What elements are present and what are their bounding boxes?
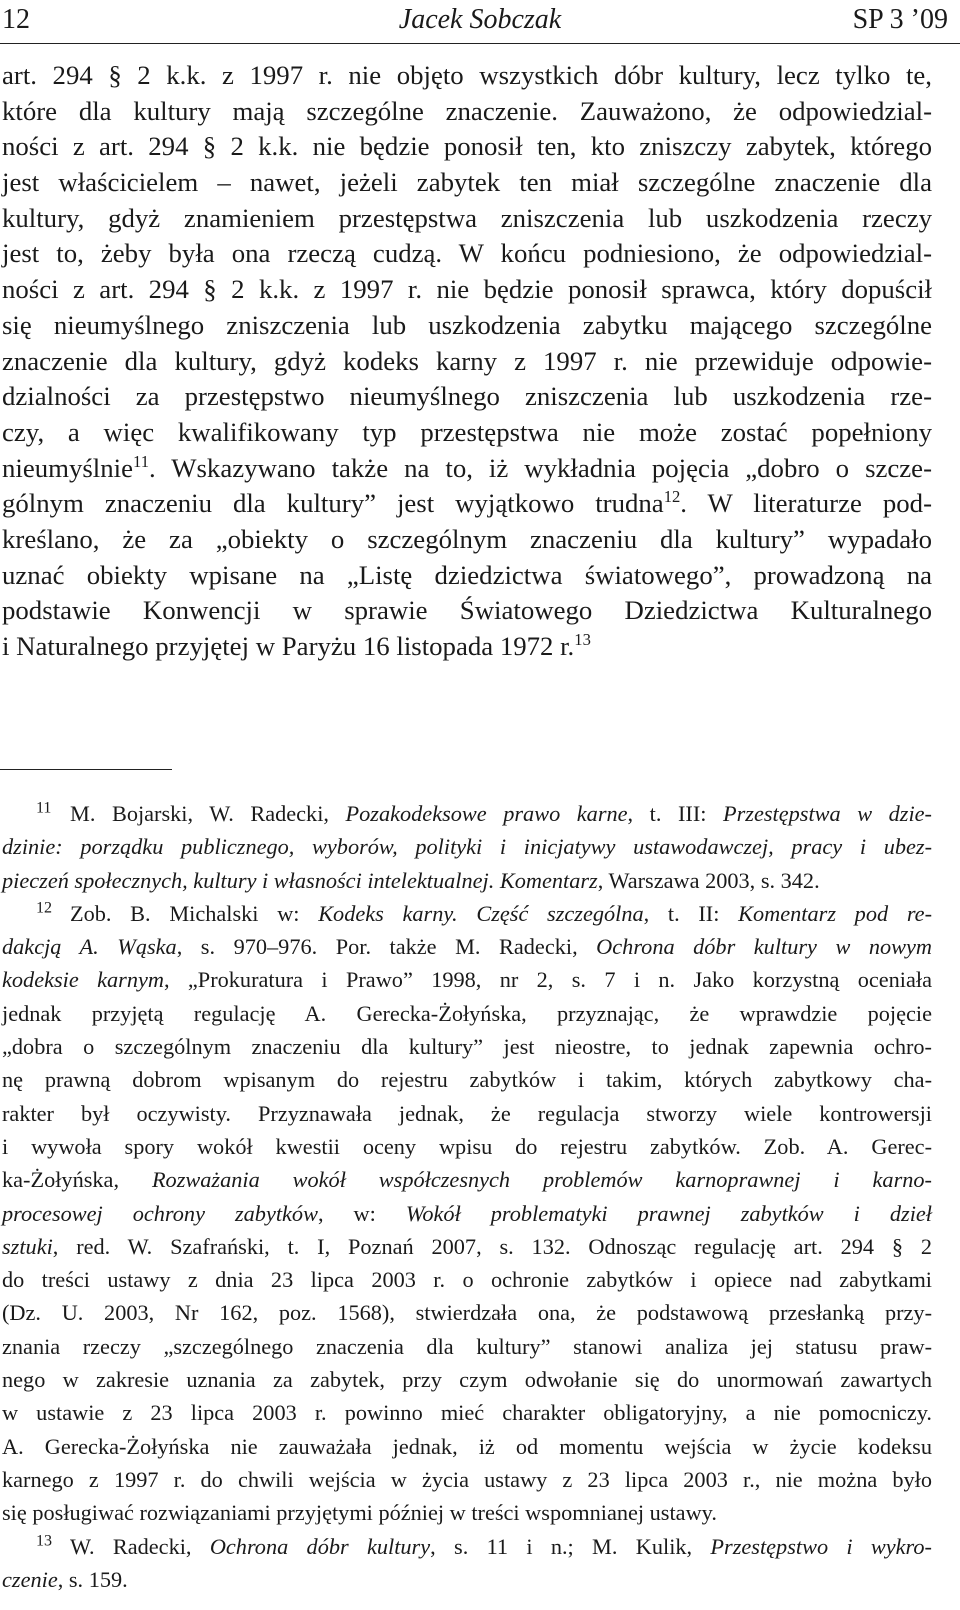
text-line: kreślano, że za „obiekty o szczególnym znaczeniu dla kultury” wypadało (2, 523, 932, 554)
footnote-number: 12 (36, 899, 53, 917)
footnote-line: ka-Żołyńska, Rozważania wokół współczesnych problemów karnoprawnej i karno- (2, 1167, 932, 1193)
footnote-13 (2, 1530, 932, 1597)
footnote-line: (Dz. U. 2003, Nr 162, poz. 1568), stwierdzała ona, że podstawową przesłanką przy- (2, 1300, 932, 1326)
text-line: znaczenie dla kultury, gdyż kodeks karny z 1997 r. nie przewiduje odpowie- (2, 345, 932, 376)
footnote-number: 11 (36, 799, 52, 817)
footnote-line: się posługiwać rozwiązaniami przyjętymi później w treści wspomnianej ustawy. (2, 1500, 717, 1526)
footnote-line: nego w zakresie uznania za zabytek, przy czym odwołanie się do unormowań zawartych (2, 1367, 932, 1393)
footnote-reference: 13 (574, 630, 591, 650)
text-line: i Naturalnego przyjętej w Paryżu 16 listopada 1972 r.$^{13}$ (2, 630, 591, 661)
footnote-line: w ustawie z 23 lipca 2003 r. powinno mieć charakter obligatoryjny, a nie pomocniczy. (2, 1400, 932, 1426)
footnote-line: $^{11}$ M. Bojarski, W. Radecki, Pozakodeksowe prawo karne, t. III: Przestępstwa w dzie- (2, 797, 932, 830)
running-header (0, 4, 960, 40)
footnote-line: dzinie: porządku publicznego, wyborów, polityki i inicjatywy ustawodawczej, pracy i ubez- (2, 834, 932, 860)
footnote-line: znania rzeczy „szczególnego znaczenia dla kultury” stanowi analiza jej statusu praw- (2, 1333, 932, 1359)
footnote-line: czenie, s. 159. (2, 1566, 128, 1592)
footnotes (2, 797, 932, 1596)
text-line: się nieumyślnego zniszczenia lub uszkodzenia zabytku mającego szczególne (2, 309, 932, 340)
footnote-reference: 12 (663, 487, 681, 507)
text-line: czy, a więc kwalifikowany typ przestępstwa nie może zostać popełniony (2, 416, 932, 447)
footnote-reference: 11 (133, 451, 149, 471)
footnote-line: karnego z 1997 r. do chwili wejścia w życia ustawy z 23 lipca 2003 r., nie można było (2, 1466, 932, 1492)
text-line: nieumyślnie$^{11}$. Wskazywano także na to, iż wykładnia pojęcia „dobro o szcze- (2, 451, 932, 483)
footnote-line: nę prawną dobrom wpisanym do rejestru zabytków i takim, których zabytkowy cha- (2, 1067, 932, 1093)
text-line: art. 294 § 2 k.k. z 1997 r. nie objęto wszystkich dóbr kultury, lecz tylko te, (2, 60, 932, 90)
footnote-line: kodeksie karnym, „Prokuratura i Prawo” 1998, nr 2, s. 7 i n. Jako korzystną oceniała (2, 967, 932, 993)
text-line: kultury, gdyż znamieniem przestępstwa zniszczenia lub uszkodzenia rzeczy (2, 202, 932, 233)
footnote-line: do treści ustawy z dnia 23 lipca 2003 r. o ochronie zabytków i opiece nad zabytkami (2, 1267, 932, 1293)
footnote-line: pieczeń społecznych, kultury i własności intelektualnej. Komentarz, Warszawa 2003, s. 342. (2, 867, 820, 893)
text-line: ności z art. 294 § 2 k.k. nie będzie ponosił ten, kto zniszczy zabytek, którego (2, 131, 932, 162)
header-rule (0, 43, 960, 44)
footnote-line: jednak przyjętą regulację A. Gerecka-Żołyńska, przyznając, że wprawdzie pojęcie (2, 1000, 932, 1026)
footnote-line: procesowej ochrony zabytków, w: Wokół problematyki prawnej zabytków i dzieł (2, 1200, 932, 1226)
footnote-number: 13 (36, 1532, 53, 1550)
page-number: 12 (2, 4, 30, 35)
footnote-line: rakter był oczywisty. Przyznawała jednak, że regulacja stworzy wiele kontrowersji (2, 1100, 932, 1126)
text-line: które dla kultury mają szczególne znaczenie. Zauważono, że odpowiedzial- (2, 95, 932, 126)
footnote-line: sztuki, red. W. Szafrański, t. I, Poznań 2007, s. 132. Odnosząc regulację art. 294 § 2 (2, 1233, 932, 1259)
text-line: jest właścicielem – nawet, jeżeli zabytek ten miał szczególne znaczenie dla (2, 167, 932, 198)
footnote-line: $^{12}$ Zob. B. Michalski w: Kodeks karny. Część szczególna, t. II: Komentarz pod re- (2, 897, 932, 930)
footnote-line: dakcją A. Wąska, s. 970–976. Por. także M. Radecki, Ochrona dóbr kultury w nowym (2, 934, 933, 960)
running-head-author: Jacek Sobczak (398, 4, 562, 35)
footnote-line: i wywoła spory wokół kwestii oceny wpisu do rejestru zabytków. Zob. A. Gerec- (2, 1133, 932, 1159)
main-text (2, 58, 932, 665)
footnote-11 (2, 797, 932, 897)
text-line: gólnym znaczeniu dla kultury” jest wyjątkowo trudna$^{12}$. W literaturze pod- (2, 487, 932, 519)
text-line: jest to, żeby była ona rzeczą cudzą. W końcu podniesiono, że odpowiedzial- (2, 238, 932, 269)
text-line: dzialności za przestępstwo nieumyślnego zniszczenia lub uszkodzenia rze- (2, 381, 932, 412)
footnote-separator (0, 769, 172, 770)
text-line: podstawie Konwencji w sprawie Światowego Dziedzictwa Kulturalnego (2, 595, 932, 626)
text-line: uznać obiekty wpisane na „Listę dziedzictwa światowego”, prowadzoną na (2, 559, 932, 590)
text-line: ności z art. 294 § 2 k.k. z 1997 r. nie będzie ponosił sprawca, który dopuścił (2, 274, 932, 305)
footnote-line: „dobra o szczególnym znaczeniu dla kultury” jest nieostre, to jednak zapewnia ochro- (2, 1034, 932, 1060)
footnote-line: $^{13}$ W. Radecki, Ochrona dóbr kultury, s. 11 i n.; M. Kulik, Przestępstwo i wykro- (2, 1530, 932, 1563)
footnote-12 (2, 897, 932, 1530)
footnote-line: A. Gerecka-Żołyńska nie zauważała jednak, iż od momentu wejścia w życie kodeksu (2, 1433, 932, 1459)
running-head-journal: SP 3 ’09 (852, 4, 948, 35)
